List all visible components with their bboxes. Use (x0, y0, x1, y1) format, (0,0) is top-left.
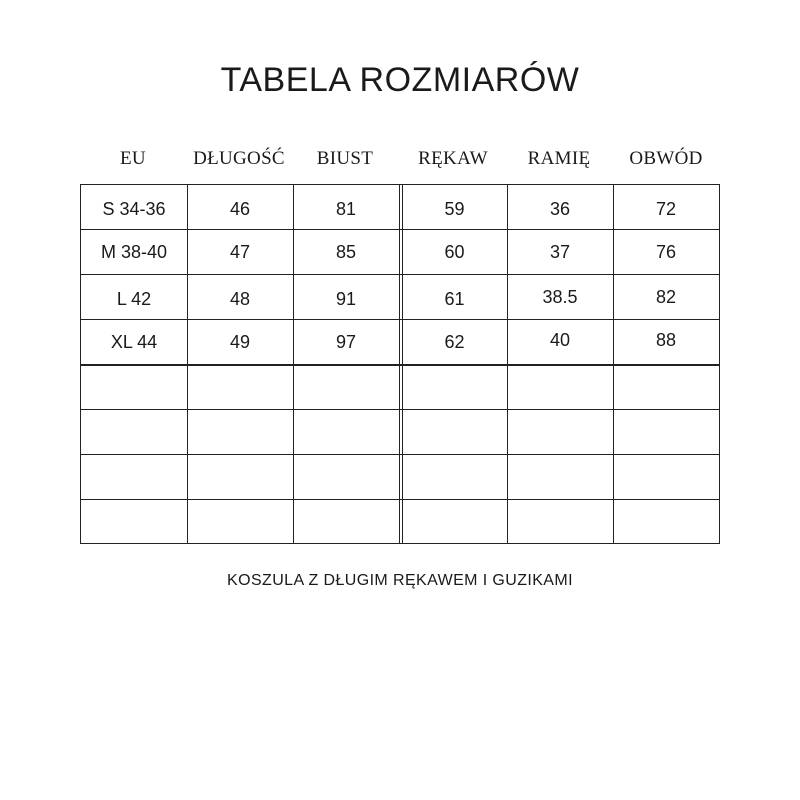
table-cell: 47 (229, 242, 251, 262)
table-cell: 88 (655, 330, 677, 350)
table-cell: 36 (549, 199, 571, 219)
table-cell-size: M 38-40 (100, 242, 168, 262)
table-cell: 82 (655, 287, 677, 307)
table-cell: 85 (335, 242, 357, 262)
table-cell: 76 (655, 242, 677, 262)
table-cell: 60 (444, 242, 465, 262)
table-divider (81, 454, 719, 455)
table-divider (81, 499, 719, 500)
table-divider (81, 364, 719, 366)
table-cell: 81 (335, 199, 357, 219)
table-cell-size: XL 44 (110, 332, 158, 352)
table-divider (81, 409, 719, 410)
table-cell: 40 (549, 330, 571, 350)
table-cell: 97 (335, 332, 357, 352)
column-header-circumference: OBWÓD (629, 148, 703, 169)
table-cell: 48 (229, 289, 251, 309)
column-header-sleeve: RĘKAW (418, 148, 488, 169)
table-cell: 91 (335, 289, 357, 309)
table-cell: 61 (444, 289, 465, 309)
table-cell: 49 (229, 332, 251, 352)
product-caption: KOSZULA Z DŁUGIM RĘKAWEM I GUZIKAMI (227, 572, 573, 589)
table-cell: 62 (444, 332, 465, 352)
table-cell-size: S 34-36 (102, 199, 166, 219)
table-cell: 38.5 (542, 287, 578, 307)
table-cell: 37 (549, 242, 571, 262)
table-cell-size: L 42 (116, 289, 152, 309)
column-header-shoulder: RAMIĘ (527, 148, 591, 169)
column-header-eu: EU (120, 148, 146, 169)
column-header-length: DŁUGOŚĆ (193, 148, 285, 169)
page-title: TABELA ROZMIARÓW (220, 61, 580, 99)
table-cell: 59 (444, 199, 465, 219)
column-headers (80, 144, 720, 174)
column-header-bust: BIUST (316, 148, 374, 169)
table-cell: 72 (655, 199, 677, 219)
size-table (80, 184, 720, 544)
table-cell: 46 (229, 199, 251, 219)
